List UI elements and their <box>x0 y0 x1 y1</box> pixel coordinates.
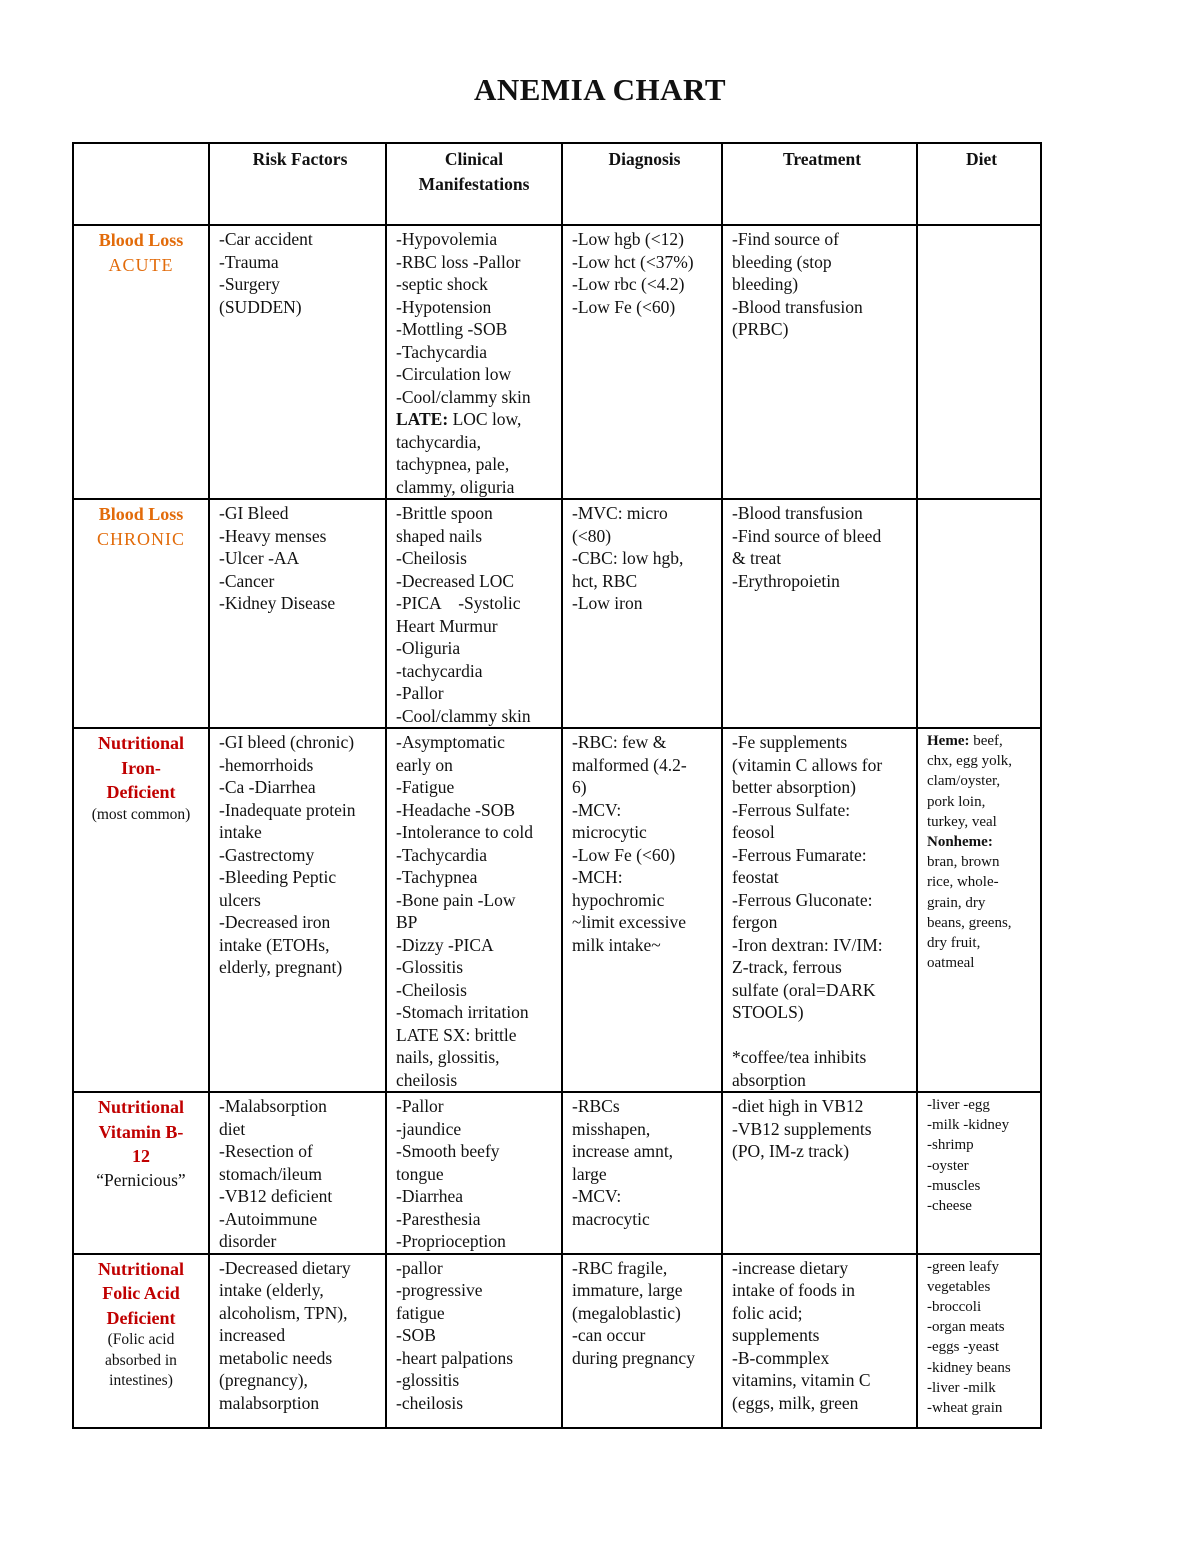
cell-line: feostat <box>732 867 779 887</box>
cell-line: -Stomach irritation <box>396 1002 529 1022</box>
cell-line: -Intolerance to cold <box>396 822 534 842</box>
cell-line: -Diarrhea <box>396 1186 464 1206</box>
cell-line: -eggs -yeast <box>927 1339 1000 1356</box>
risk-factors-cell <box>209 728 386 1092</box>
row-name-line: Nutritional <box>97 1258 184 1279</box>
treatment-cell <box>722 1092 917 1254</box>
treatment-cell <box>722 1254 917 1428</box>
table-row <box>73 1254 1041 1428</box>
cell-line: -VB12 deficient <box>219 1186 333 1206</box>
cell-line: -progressive <box>396 1280 483 1300</box>
treatment-cell <box>722 225 917 499</box>
cell-line: -RBCs <box>572 1096 620 1116</box>
cell-line: -Glossitis <box>396 957 464 977</box>
cell-line: -Pallor <box>396 683 444 703</box>
cell-line: -Tachycardia <box>396 341 488 362</box>
diet-cell <box>917 728 1041 1092</box>
cell-line: malformed (4.2- <box>572 754 687 775</box>
row-header <box>73 728 209 1092</box>
cell-line: -MCV: <box>572 1186 622 1206</box>
cell-line: -kidney beans <box>927 1359 1011 1376</box>
row-subtitle: intestines) <box>109 1372 173 1389</box>
cell-line: -Asymptomatic <box>396 732 505 752</box>
cell-line: -milk -kidney <box>927 1117 1010 1134</box>
header-empty <box>73 143 209 225</box>
cell-line: -Cool/clammy skin <box>396 386 531 407</box>
cell-line: 6) <box>572 777 587 797</box>
cell-line: absorption <box>732 1069 806 1090</box>
cell-line: -Proprioception <box>396 1231 506 1251</box>
cell-line: metabolic needs <box>219 1347 333 1368</box>
cell-line: shaped nails <box>396 525 483 546</box>
cell-line: -Tachycardia <box>396 844 488 865</box>
cell-line: intake (elderly, <box>219 1280 324 1300</box>
cell-line: -Ferrous Sulfate: <box>732 799 851 820</box>
cell-line: -oyster <box>927 1157 969 1174</box>
header-risk-factors: Risk Factors <box>209 143 386 225</box>
cell-line: -Autoimmune <box>219 1208 318 1229</box>
clinical-manifestations-cell <box>386 1092 562 1254</box>
clinical-manifestations-cell <box>386 728 562 1092</box>
cell-line: -cheese <box>927 1198 972 1215</box>
cell-line: -organ meats <box>927 1319 1005 1336</box>
cell-line: during pregnancy <box>572 1347 695 1368</box>
risk-factors-cell <box>209 499 386 728</box>
cell-line: -Mottling -SOB <box>396 319 508 339</box>
page-title: ANEMIA CHART <box>473 72 727 107</box>
cell-line: -septic shock <box>396 274 488 294</box>
cell-line: -CBC: low hgb, <box>572 548 684 568</box>
row-subtitle: (Folic acid <box>107 1331 175 1348</box>
cell-line: Z-track, ferrous <box>732 957 842 977</box>
cell-line: ~limit excessive <box>572 912 686 932</box>
cell-line: -Cheilosis <box>396 548 467 568</box>
cell-line: LATE SX: brittle <box>396 1024 517 1045</box>
cell-line: -VB12 supplements <box>732 1118 872 1139</box>
cell-line: -Cool/clammy skin <box>396 705 531 726</box>
cell-line: -liver -egg <box>927 1097 990 1113</box>
row-subtitle: “Pernicious” <box>96 1169 186 1190</box>
cell-line: pork loin, <box>927 793 986 810</box>
heme-line <box>927 731 1036 751</box>
diet-cell <box>917 499 1041 728</box>
cell-line: fergon <box>732 912 778 932</box>
cell-line: -diet high in VB12 <box>732 1096 864 1116</box>
clinical-manifestations-cell <box>386 499 562 728</box>
cell-line: bleeding) <box>732 274 799 294</box>
cell-line: (eggs, milk, green <box>732 1392 859 1413</box>
cell-line: -Ca -Diarrhea <box>219 777 316 797</box>
cell-line: -Find source of <box>732 229 839 249</box>
cell-line: tongue <box>396 1163 444 1184</box>
row-name-line: Iron- <box>121 757 161 778</box>
clinical-manifestations-cell <box>386 225 562 499</box>
cell-line: alcoholism, TPN), <box>219 1302 348 1323</box>
cell-line: -Low Fe (<60) <box>572 844 676 865</box>
cell-line: -Blood transfusion <box>732 296 863 317</box>
risk-factors-cell <box>209 1254 386 1428</box>
cell-line: -Circulation low <box>396 364 512 384</box>
row-name-line: Blood Loss <box>98 504 184 524</box>
cell-line: -Malabsorption <box>219 1096 327 1116</box>
cell-line: -Resection of <box>219 1141 313 1161</box>
cell-line: -Hypotension <box>396 296 492 317</box>
diet-cell <box>917 1092 1041 1254</box>
cell-line: clammy, oliguria <box>396 476 515 497</box>
cell-line: -RBC loss -Pallor <box>396 251 521 272</box>
cell-line: -heart palpations <box>396 1347 514 1368</box>
cell-line: -Bleeding Peptic <box>219 867 337 887</box>
cell-line: increase amnt, <box>572 1141 674 1161</box>
cell-line: (vitamin C allows for <box>732 754 883 775</box>
nonheme-label: Nonheme: <box>927 834 993 851</box>
cell-line: -RBC: few & <box>572 732 667 752</box>
cell-line: intake (ETOHs, <box>219 934 330 955</box>
cell-line: feosol <box>732 822 775 842</box>
cell-line: -can occur <box>572 1325 646 1345</box>
cell-line: nails, glossitis, <box>396 1047 500 1067</box>
diet-cell <box>917 1254 1041 1428</box>
heme-label: Heme: <box>927 733 970 749</box>
cell-line: BP <box>396 912 418 932</box>
cell-line: -B-commplex <box>732 1347 830 1368</box>
header-diagnosis: Diagnosis <box>562 143 722 225</box>
cell-line: cheilosis <box>396 1069 458 1090</box>
cell-line: -Kidney Disease <box>219 593 336 613</box>
header-treatment: Treatment <box>722 143 917 225</box>
cell-line: -Cheilosis <box>396 979 467 1000</box>
cell-line: -MVC: micro <box>572 503 668 523</box>
cell-line: -Ulcer -AA <box>219 548 300 568</box>
cell-line: Heart Murmur <box>396 615 498 636</box>
cell-line: beans, greens, <box>927 914 1012 931</box>
cell-line: dry fruit, <box>927 935 981 952</box>
cell-line: supplements <box>732 1325 820 1345</box>
cell-line: -Surgery <box>219 274 280 294</box>
cell-line: milk intake~ <box>572 934 661 955</box>
risk-factors-cell <box>209 1092 386 1254</box>
cell-line: -muscles <box>927 1177 981 1194</box>
table-row <box>73 225 1041 499</box>
row-subtitle: (most common) <box>91 805 191 823</box>
cell-line: diet <box>219 1118 246 1139</box>
row-header <box>73 225 209 499</box>
cell-line: -Tachypnea <box>396 867 478 887</box>
table-row <box>73 1092 1041 1254</box>
cell-line: large <box>572 1163 607 1184</box>
cell-line: oatmeal <box>927 955 975 972</box>
cell-line: -Hypovolemia <box>396 229 498 249</box>
header-clinical-manifestations: Clinical Manifestations <box>386 143 562 225</box>
cell-line: clam/oyster, <box>927 773 1001 790</box>
cell-line: & treat <box>732 548 782 568</box>
cell-line: better absorption) <box>732 777 856 797</box>
cell-line: vegetables <box>927 1278 991 1295</box>
cell-line: tachycardia, <box>396 431 482 452</box>
cell-line: -Brittle spoon <box>396 503 493 523</box>
cell-line: -Oliguria <box>396 638 461 658</box>
cell-line: -Smooth beefy <box>396 1141 500 1161</box>
cell-line: -jaundice <box>396 1118 462 1139</box>
cell-line: -broccoli <box>927 1298 982 1315</box>
row-name-line: Nutritional <box>97 1097 184 1117</box>
cell-line: malabsorption <box>219 1392 320 1413</box>
cell-line: -Trauma <box>219 251 279 272</box>
cell-line: (SUDDEN) <box>219 296 302 317</box>
cell-line: bran, brown <box>927 854 1000 871</box>
cell-line: -wheat grain <box>927 1399 1003 1416</box>
cell-line: rice, whole- <box>927 874 999 891</box>
header-diet: Diet <box>917 143 1041 225</box>
diagnosis-cell <box>562 728 722 1092</box>
cell-line: -Decreased iron <box>219 912 331 932</box>
risk-factors-cell <box>209 225 386 499</box>
cell-line: -Inadequate protein <box>219 799 356 820</box>
row-subtitle: absorbed in <box>105 1351 177 1369</box>
cell-line: STOOLS) <box>732 1002 804 1022</box>
cell-line: -Find source of bleed <box>732 525 882 546</box>
table-row <box>73 728 1041 1092</box>
cell-line: sulfate (oral=DARK <box>732 979 876 1000</box>
cell-line: disorder <box>219 1231 277 1251</box>
cell-line: microcytic <box>572 822 647 842</box>
heme-text: beef, <box>969 733 1003 749</box>
cell-line: -SOB <box>396 1325 436 1345</box>
row-name-line: 12 <box>132 1146 150 1166</box>
treatment-cell <box>722 728 917 1092</box>
late-line <box>396 408 557 431</box>
cell-line: -Low iron <box>572 593 643 613</box>
row-name-line: Vitamin B- <box>98 1121 184 1142</box>
cell-line: *coffee/tea inhibits <box>732 1047 867 1067</box>
cell-line: -Fe supplements <box>732 732 848 752</box>
clinical-manifestations-cell <box>386 1254 562 1428</box>
cell-line: -Low hct (<37%) <box>572 251 694 272</box>
cell-line: hct, RBC <box>572 570 638 591</box>
diagnosis-cell <box>562 1254 722 1428</box>
cell-line: -RBC fragile, <box>572 1257 668 1278</box>
cell-line: early on <box>396 754 453 775</box>
cell-line: -Gastrectomy <box>219 844 315 865</box>
cell-line: -shrimp <box>927 1137 974 1154</box>
row-name-line: Nutritional <box>97 733 184 753</box>
cell-line: (PRBC) <box>732 319 789 339</box>
row-name-line: Deficient <box>106 782 176 802</box>
late-label: LATE: <box>396 409 449 429</box>
cell-line: chx, egg yolk, <box>927 753 1012 770</box>
row-name-line: CHRONIC <box>96 528 185 549</box>
table-row <box>73 499 1041 728</box>
cell-line: stomach/ileum <box>219 1163 323 1184</box>
diagnosis-cell <box>562 225 722 499</box>
cell-line: -GI bleed (chronic) <box>219 732 355 752</box>
cell-line: (<80) <box>572 525 612 546</box>
cell-line: macrocytic <box>572 1208 650 1229</box>
blank-line <box>732 1024 912 1047</box>
cell-line: -MCH: <box>572 867 623 887</box>
cell-line: -Low hgb (<12) <box>572 229 684 249</box>
cell-line: -Dizzy -PICA <box>396 934 494 955</box>
cell-line: (megaloblastic) <box>572 1302 681 1323</box>
cell-line: -Cancer <box>219 570 275 591</box>
cell-line: -Pallor <box>396 1096 444 1116</box>
late-text: LOC low, <box>448 409 522 429</box>
cell-line: -Decreased dietary <box>219 1257 351 1278</box>
cell-line: -glossitis <box>396 1370 460 1390</box>
row-name-line: Folic Acid <box>102 1283 180 1303</box>
cell-line: folic acid; <box>732 1302 803 1323</box>
cell-line: -cheilosis <box>396 1392 464 1413</box>
cell-line: intake <box>219 822 262 842</box>
row-header <box>73 499 209 728</box>
cell-line: -green leafy <box>927 1258 1000 1275</box>
cell-line: elderly, pregnant) <box>219 957 343 977</box>
cell-line: bleeding (stop <box>732 251 832 272</box>
treatment-cell <box>722 499 917 728</box>
cell-line: (pregnancy), <box>219 1370 308 1390</box>
cell-line: -Erythropoietin <box>732 570 840 591</box>
anemia-table <box>72 142 1042 1429</box>
cell-line: intake of foods in <box>732 1280 855 1300</box>
cell-line: fatigue <box>396 1302 445 1323</box>
cell-line: -Ferrous Fumarate: <box>732 844 867 865</box>
diet-cell <box>917 225 1041 499</box>
cell-line: -pallor <box>396 1257 443 1278</box>
cell-line: tachypnea, pale, <box>396 454 510 474</box>
cell-line: -tachycardia <box>396 660 483 681</box>
cell-line: -Heavy menses <box>219 525 327 546</box>
cell-line: -increase dietary <box>732 1257 849 1278</box>
row-name-line: Deficient <box>106 1307 176 1328</box>
cell-line: -Fatigue <box>396 777 455 797</box>
cell-line: -Paresthesia <box>396 1208 481 1229</box>
cell-line: vitamins, vitamin C <box>732 1370 871 1390</box>
cell-line: turkey, veal <box>927 813 997 830</box>
cell-line: -Bone pain -Low <box>396 889 516 910</box>
cell-line: -liver -milk <box>927 1379 996 1396</box>
row-name-line: Blood Loss <box>98 230 184 250</box>
row-header <box>73 1254 209 1428</box>
cell-line: -MCV: <box>572 799 622 820</box>
cell-line: hypochromic <box>572 889 665 910</box>
cell-line: -hemorrhoids <box>219 754 314 775</box>
cell-line: -Ferrous Gluconate: <box>732 889 873 910</box>
cell-line: -Blood transfusion <box>732 503 863 523</box>
cell-line: -Headache -SOB <box>396 799 516 820</box>
cell-line: increased <box>219 1325 286 1345</box>
row-name-line: ACUTE <box>108 254 174 275</box>
diagnosis-cell <box>562 499 722 728</box>
cell-line: (PO, IM-z track) <box>732 1141 850 1161</box>
cell-line: -Car accident <box>219 229 313 249</box>
cell-line: ulcers <box>219 889 261 910</box>
cell-line: -Iron dextran: IV/IM: <box>732 934 883 955</box>
cell-line: -Low rbc (<4.2) <box>572 274 685 294</box>
cell-line: -Low Fe (<60) <box>572 296 676 317</box>
cell-line: -Decreased LOC <box>396 570 515 591</box>
row-header <box>73 1092 209 1254</box>
cell-line: -GI Bleed <box>219 503 289 523</box>
diagnosis-cell <box>562 1092 722 1254</box>
cell-line: immature, large <box>572 1280 683 1300</box>
cell-line: -PICA -Systolic <box>396 593 521 613</box>
header-row <box>73 143 1041 225</box>
cell-line: grain, dry <box>927 894 986 911</box>
cell-line: misshapen, <box>572 1118 651 1139</box>
